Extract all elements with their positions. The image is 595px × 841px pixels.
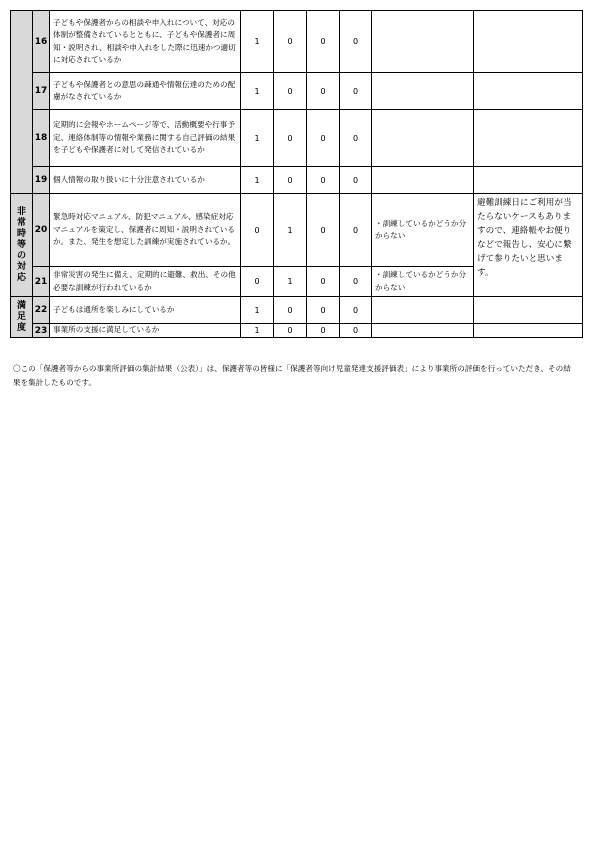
evaluation-table: [10, 10, 583, 338]
count-unknown: 0: [340, 73, 372, 110]
question-number: 22: [33, 297, 50, 324]
parent-comment: ・訓練しているかどうか分からない: [372, 267, 474, 297]
count-yes: 1: [241, 11, 274, 73]
count-yes: 1: [241, 73, 274, 110]
question-number: 16: [33, 11, 50, 73]
count-neutral: 0: [274, 324, 307, 338]
parent-comment: [372, 110, 474, 167]
count-yes: 1: [241, 110, 274, 167]
count-neutral: 1: [274, 194, 307, 267]
count-no: 0: [307, 297, 340, 324]
facility-response: 避難訓練日にご利用が当たらないケースもありますので、連絡帳やお便りなどで報告し、安心に繋げて参りたいと思います。: [474, 194, 583, 297]
count-yes: 1: [241, 297, 274, 324]
count-yes: 0: [241, 267, 274, 297]
count-unknown: 0: [340, 11, 372, 73]
count-neutral: 0: [274, 73, 307, 110]
count-unknown: 0: [340, 167, 372, 194]
count-neutral: 0: [274, 110, 307, 167]
facility-response: [474, 297, 583, 324]
parent-comment: [372, 73, 474, 110]
question-text: 定期的に会報やホームページ等で、活動概要や行事予定、連絡体制等の情報や業務に関する自己評価の結果を子どもや保護者に対して発信されているか: [50, 110, 241, 167]
table-row: [11, 110, 583, 167]
table-row: [11, 324, 583, 338]
parent-comment: [372, 324, 474, 338]
question-number: 19: [33, 167, 50, 194]
question-text: 緊急時対応マニュアル、防犯マニュアル、感染症対応マニュアルを策定し、保護者に周知・説明されているか。また、発生を想定した訓練が実施されているか。: [50, 194, 241, 267]
count-no: 0: [307, 194, 340, 267]
question-text: 子どもや保護者との意思の疎通や情報伝達のための配慮がなされているか: [50, 73, 241, 110]
question-text: 子どもや保護者からの相談や申入れについて、対応の体制が整備されているとともに、子どもや保護者に周知・説明され、相談や申入れをした際に迅速かつ適切に対応されているか: [50, 11, 241, 73]
count-neutral: 0: [274, 297, 307, 324]
question-number: 23: [33, 324, 50, 338]
count-no: 0: [307, 167, 340, 194]
count-no: 0: [307, 11, 340, 73]
footnote: 〇この「保護者等からの事業所評価の集計結果（公表）」は、保護者等の皆様に「保護者等向け児童発達支援評価表」により事業所の評価を行っていただき、その結果を集計したものです。: [13, 364, 571, 387]
count-unknown: 0: [340, 110, 372, 167]
question-text: 事業所の支援に満足しているか: [50, 324, 241, 338]
facility-response: [474, 110, 583, 167]
parent-comment: [372, 167, 474, 194]
facility-response: [474, 73, 583, 110]
question-text: 個人情報の取り扱いに十分注意されているか: [50, 167, 241, 194]
count-no: 0: [307, 324, 340, 338]
facility-response: [474, 324, 583, 338]
count-unknown: 0: [340, 267, 372, 297]
count-no: 0: [307, 267, 340, 297]
parent-comment: [372, 11, 474, 73]
category-cell: [11, 11, 33, 194]
count-neutral: 0: [274, 167, 307, 194]
category-satisfaction: [11, 297, 33, 338]
category-emergency: [11, 194, 33, 297]
count-yes: 1: [241, 324, 274, 338]
category-emergency-label: 非常時等の対応: [16, 206, 26, 283]
parent-comment: [372, 297, 474, 324]
table-row: [11, 194, 583, 267]
question-number: 20: [33, 194, 50, 267]
question-text: 子どもは通所を楽しみにしているか: [50, 297, 241, 324]
count-unknown: 0: [340, 297, 372, 324]
count-neutral: 0: [274, 11, 307, 73]
count-no: 0: [307, 110, 340, 167]
count-unknown: 0: [340, 324, 372, 338]
facility-response: [474, 11, 583, 73]
facility-response: [474, 167, 583, 194]
question-number: 21: [33, 267, 50, 297]
question-number: 17: [33, 73, 50, 110]
category-satisfaction-label: 満足度: [16, 300, 26, 333]
count-yes: 0: [241, 194, 274, 267]
count-no: 0: [307, 73, 340, 110]
question-number: 18: [33, 110, 50, 167]
table-row: [11, 11, 583, 73]
count-unknown: 0: [340, 194, 372, 267]
count-neutral: 1: [274, 267, 307, 297]
table-row: [11, 73, 583, 110]
question-text: 非常災害の発生に備え、定期的に避難、救出、その他必要な訓練が行われているか: [50, 267, 241, 297]
table-row: [11, 297, 583, 324]
count-yes: 1: [241, 167, 274, 194]
parent-comment: ・訓練しているかどうか分からない: [372, 194, 474, 267]
table-row: [11, 167, 583, 194]
